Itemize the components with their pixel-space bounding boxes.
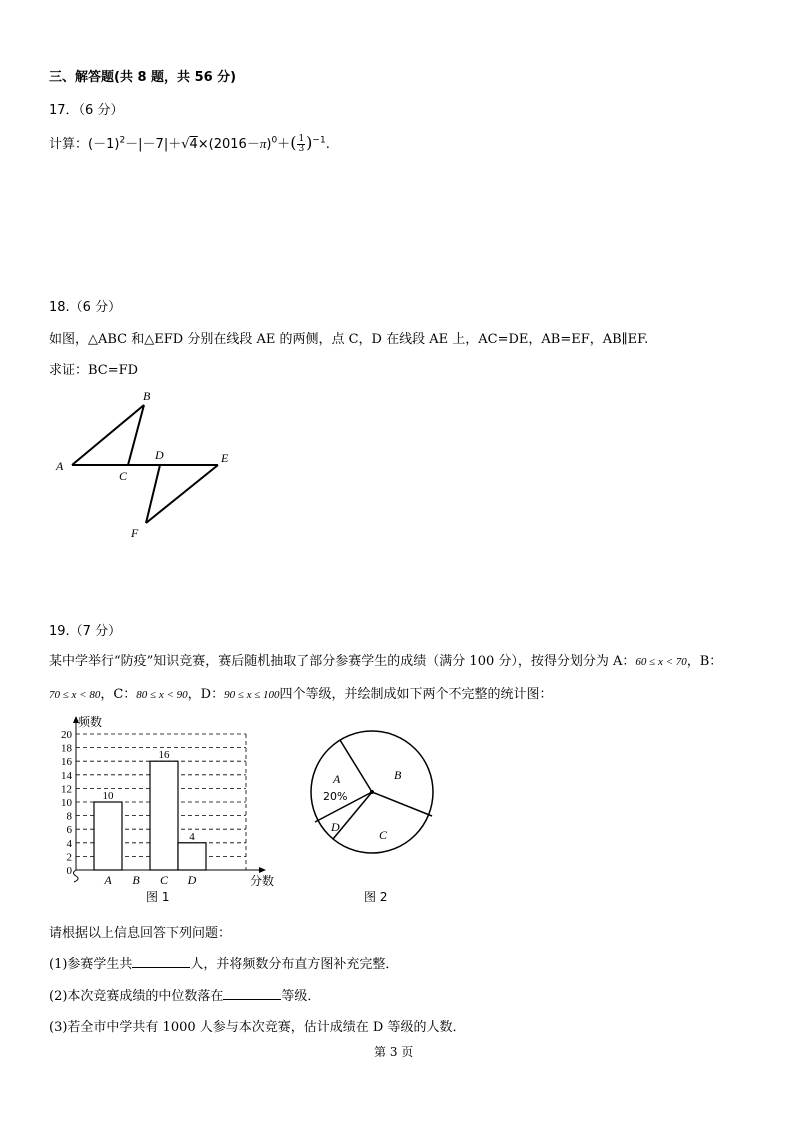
q18-figure: [50, 385, 250, 545]
data-label-d: 4: [189, 830, 195, 843]
segment-ef: [146, 465, 218, 523]
page-number: 第 3 页: [374, 1045, 414, 1059]
q19-sub3: (3)若全市中学共有 1000 人参与本次竞赛，估计成绩在 D 等级的人数．: [49, 1020, 466, 1035]
q19-line1: [49, 650, 722, 669]
y-tick-label: 12: [61, 783, 72, 796]
q19-sub1-a: (1)参赛学生共: [49, 957, 133, 972]
answer-blank-1[interactable]: [132, 955, 190, 968]
bar-a: [94, 802, 122, 870]
q17-fraction: [297, 135, 305, 154]
y-tick-label: 8: [66, 810, 72, 823]
x-tick-c: C: [159, 873, 169, 887]
bar-d: [178, 843, 206, 870]
point-f-label: F: [131, 526, 139, 540]
q19-sub2-a: (2)本次竞赛成绩的中位数落在: [49, 989, 224, 1004]
point-d-label: D: [155, 448, 164, 462]
pie-label-b: B: [394, 768, 402, 782]
q19-range-c: 80 ≤ x < 90: [136, 689, 188, 701]
pie-label-d: D: [331, 820, 340, 834]
pie-divider-ab: [340, 740, 372, 792]
histogram-chart: [40, 712, 290, 912]
answer-blank-2[interactable]: [223, 987, 281, 1000]
q18-number: 18.（6 分）: [49, 300, 122, 315]
segment-ab: [72, 405, 144, 465]
axis-break-icon: [74, 870, 79, 882]
x-tick-a: A: [104, 873, 112, 887]
q19-range-d: 90 ≤ x ≤ 100: [224, 689, 280, 701]
q17-pi: π: [259, 136, 267, 151]
q17-exp-e: −1: [312, 135, 326, 146]
q17-frac-den: 3: [298, 144, 305, 154]
q17-prefix: 计算：: [49, 137, 89, 152]
pie-divider-bc: [372, 792, 432, 816]
q17-term-c: ×(2016－: [197, 137, 260, 152]
q19-line2-end: 四个等级，并绘制成如下两个不完整的统计图：: [279, 687, 553, 702]
q19-sub2: [49, 985, 320, 1004]
y-tick-label: 10: [61, 797, 72, 809]
q17-exp-d: 0: [271, 135, 278, 146]
q19-sep-c: ，C：: [100, 687, 137, 702]
x-axis-arrow-icon: [259, 867, 266, 873]
q19-sub1: [49, 953, 398, 972]
pie-annotation-a: 20%: [323, 790, 348, 803]
point-e-label: E: [221, 451, 229, 465]
q18-stem: 如图，△ABC 和△EFD 分别在线段 AE 的两侧，点 C，D 在线段 AE 上，AC=DE，AB=EF，AB∥EF.: [49, 332, 649, 347]
q19-line2: [49, 683, 553, 702]
y-tick-label: 20: [61, 729, 72, 741]
q17-term-a: (－1): [88, 137, 120, 152]
sqrt-symbol: √4: [181, 137, 198, 152]
pie-chart: [305, 722, 445, 862]
point-c-label: C: [119, 469, 128, 483]
figure-2-caption: 图 2: [364, 890, 388, 904]
histogram-ylabel: 频数: [78, 715, 103, 729]
point-a-label: A: [56, 459, 64, 473]
pie-center: [370, 790, 374, 794]
histogram-xticks: [103, 873, 196, 887]
y-tick-label: 4: [66, 837, 72, 850]
data-label-a: 10: [102, 790, 114, 802]
q19-prompt: 请根据以上信息回答下列问题：: [49, 926, 232, 941]
x-tick-d: D: [187, 873, 197, 887]
q19-number: 19.（7 分）: [49, 624, 122, 639]
q17-term-e: ＋: [277, 137, 291, 152]
histogram-xlabel: 分数: [250, 874, 275, 888]
pie-label-a: A: [333, 772, 341, 786]
y-tick-label: 6: [66, 824, 72, 837]
q17-number: 17．（6 分）: [49, 103, 124, 118]
y-tick-label: 2: [66, 851, 72, 864]
pie-label-c: C: [379, 828, 388, 842]
q18-prove: 求证：BC=FD: [49, 363, 139, 378]
q17-sqrt-arg: 4: [189, 137, 198, 152]
q19-sub1-b: 人，并将频数分布直方图补充完整．: [190, 957, 399, 972]
bar-c: [150, 761, 178, 870]
q17-end: .: [325, 137, 330, 152]
y-tick-label: 0: [66, 865, 72, 877]
segment-bc: [128, 405, 144, 465]
q19-sep-d: ，D：: [187, 687, 225, 702]
histogram-yticks: [61, 729, 73, 877]
q17-frac-num: 1: [298, 134, 305, 144]
q19-sub2-b: 等级．: [281, 989, 321, 1004]
q19-range-b: 70 ≤ x < 80: [49, 689, 101, 701]
y-tick-label: 18: [61, 742, 72, 755]
y-tick-label: 16: [61, 756, 72, 769]
figure-1-caption: 图 1: [146, 890, 170, 904]
data-label-c: 16: [158, 749, 170, 762]
y-tick-label: 14: [61, 769, 72, 782]
point-b-label: B: [143, 389, 151, 403]
q17-term-b: －|－7|＋: [125, 137, 182, 152]
q17-expression: 计算：$(-1)^2-|-7|+√4\times(2016-\pi)^0+$( $\frac{1}{3}$ )$^{-1}$.: [49, 133, 330, 154]
q19-sep-b: ，B：: [686, 654, 723, 669]
q17-term-d: ): [266, 137, 272, 152]
q19-line1-text: 某中学举行“防疫”知识竞赛，赛后随机抽取了部分参赛学生的成绩（满分 100 分），按得分划分为 A：: [49, 654, 636, 669]
section-title: 三、解答题(共 8 题，共 56 分): [49, 70, 237, 85]
q19-range-a: 60 ≤ x < 70: [635, 656, 687, 668]
q17-exp-a: 2: [119, 135, 126, 146]
x-tick-b: B: [132, 873, 140, 887]
